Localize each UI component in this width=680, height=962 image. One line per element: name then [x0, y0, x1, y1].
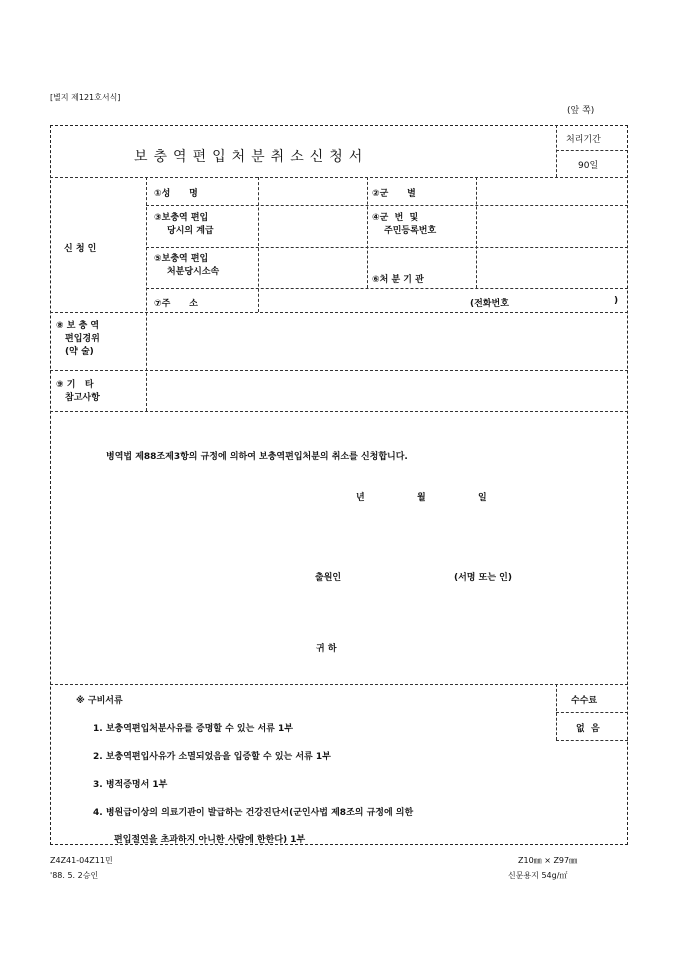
divider — [146, 247, 628, 248]
processing-period-label: 처리기간 — [566, 135, 601, 145]
divider — [367, 177, 368, 288]
fee-label: 수수료 — [571, 696, 598, 706]
address-label: ⑦주 소 — [154, 299, 198, 309]
footer-size: Z10㎜ × Z97㎜ — [518, 856, 578, 865]
divider — [556, 150, 628, 151]
footer-code: Z4Z41-04Z11민 — [50, 856, 113, 865]
divider — [50, 684, 628, 685]
service-number-label-line2: 주민등록번호 — [384, 226, 437, 236]
side-label: (앞 쪽) — [567, 106, 595, 116]
signature-note: (서명 또는 인) — [454, 573, 512, 583]
divider — [50, 312, 628, 313]
application-statement: 병역법 제88조제3항의 규정에 의하여 보충역편입처분의 취소를 신청합니다. — [106, 452, 408, 462]
divider — [50, 370, 628, 371]
disposition-agency-label: ⑥처 분 기 관 — [372, 275, 424, 285]
rank-label-line2: 당시의 계급 — [167, 226, 214, 236]
history-label-line3: (약 술) — [65, 347, 94, 357]
document-item: 2. 보충역편입사유가 소멸되었음을 입증할 수 있는 서류 1부 — [93, 752, 331, 762]
footer-paper: 신문용지 54g/㎡ — [508, 871, 568, 880]
other-label-line2: 참고사항 — [65, 393, 100, 403]
service-branch-label: ②군 별 — [372, 189, 416, 199]
date-month: 월 — [417, 493, 426, 503]
phone-label: (전화번호 — [470, 299, 509, 309]
application-form — [50, 125, 628, 845]
divider — [556, 125, 557, 177]
unit-label-line2: 처분당시소속 — [167, 267, 220, 277]
form-id: [별지 제121호서식] — [50, 93, 121, 102]
documents-heading: ※ 구비서류 — [76, 696, 123, 706]
fee-value: 없 음 — [576, 724, 600, 734]
recipient: 귀 하 — [316, 644, 337, 654]
date-year: 년 — [356, 493, 365, 503]
applicant-signer-label: 출원인 — [315, 573, 342, 583]
rank-label-line1: ③보충역 편입 — [154, 213, 209, 223]
phone-close: ) — [614, 296, 619, 306]
document-item: 4. 병원급이상의 의료기관이 발급하는 건강진단서(군인사법 제8조의 규정에 의한 — [93, 808, 414, 818]
divider — [556, 740, 628, 741]
divider — [146, 205, 628, 206]
divider — [258, 177, 259, 312]
document-item: 1. 보충역편입처분사유를 증명할 수 있는 서류 1부 — [93, 724, 293, 734]
service-number-label-line1: ④군 번 및 — [372, 213, 419, 223]
unit-label-line1: ⑤보충역 편입 — [154, 254, 209, 264]
divider — [146, 288, 628, 289]
history-label-line1: ⑧ 보 충 역 — [56, 321, 100, 331]
date-day: 일 — [478, 493, 487, 503]
document-item: 3. 병적증명서 1부 — [93, 780, 168, 790]
document-item: 편입절연을 초과하지 아니한 사람에 한한다) 1부 — [114, 835, 306, 845]
applicant-section-label: 신 청 인 — [64, 244, 97, 254]
divider — [476, 177, 477, 288]
form-title: 보충역편입처분취소신청서 — [134, 149, 369, 165]
divider — [556, 712, 628, 713]
name-label: ①성 명 — [154, 189, 198, 199]
other-label-line1: ⑨ 기 타 — [56, 380, 94, 390]
processing-period-value: 90일 — [578, 161, 599, 171]
divider — [50, 411, 628, 412]
divider — [50, 177, 628, 178]
history-label-line2: 편입경위 — [65, 334, 100, 344]
divider — [146, 177, 147, 411]
footer-approval: '88. 5. 2승인 — [50, 871, 99, 880]
